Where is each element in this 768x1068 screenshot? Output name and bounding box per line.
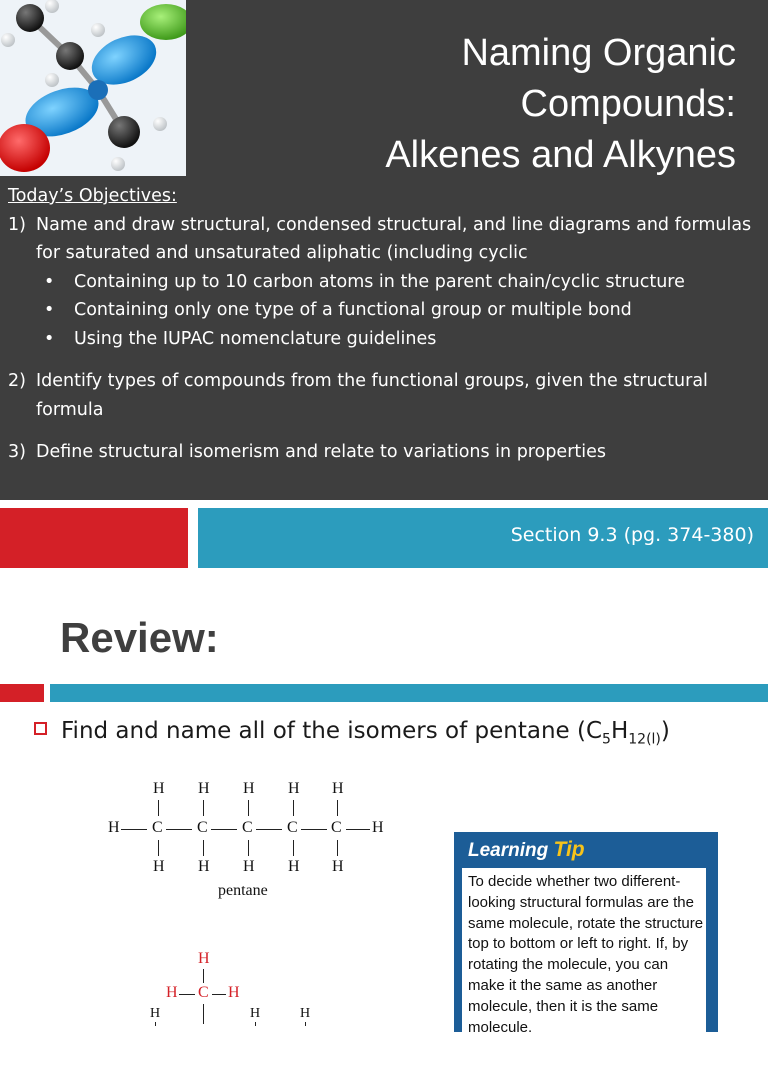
section-reference: Section 9.3 (pg. 374-380) — [510, 524, 754, 546]
objective-1-sublist — [8, 268, 760, 354]
slide-title — [216, 28, 736, 181]
bullet-icon: • — [44, 300, 55, 320]
atom-c: C — [287, 819, 298, 836]
task-item — [34, 718, 670, 748]
bullet-icon: • — [44, 271, 55, 292]
objectives-heading: Today’s Objectives: — [8, 186, 177, 206]
atom-c: C — [198, 984, 209, 1001]
pentane-structure — [108, 776, 398, 906]
sub-objective — [36, 296, 760, 325]
isomer-structure-partial — [148, 950, 328, 1024]
square-bullet-icon — [34, 722, 47, 735]
atom-c: C — [242, 819, 253, 836]
atom-h: H — [332, 780, 344, 797]
learning-tip-box — [454, 832, 718, 1036]
atom-h: H — [150, 1006, 161, 1021]
tip-word: Tip — [553, 838, 585, 861]
atom-h: H — [243, 780, 255, 797]
atom-h: H — [332, 858, 344, 875]
objective-text: Identify types of compounds from the functional groups, given the structural formula — [36, 371, 708, 420]
sub-objective — [36, 268, 760, 297]
accent-bar-blue — [50, 684, 768, 702]
atom-c: C — [331, 819, 342, 836]
objective-text: Name and draw structural, condensed structural, and line diagrams and formulas for saturated and unsaturated aliphatic (including cyclic — [36, 214, 752, 263]
sub-objective — [36, 325, 760, 354]
subscript-12: 12(l) — [628, 731, 661, 748]
atom-h: H — [288, 858, 300, 875]
objective-number: 1) — [8, 214, 26, 235]
task-h: H — [610, 718, 629, 744]
objective-2 — [8, 367, 760, 424]
atom-h: H — [228, 984, 240, 1001]
atom-h: H — [108, 819, 120, 836]
atom-c: C — [152, 819, 163, 836]
title-line-1: Naming Organic — [461, 32, 736, 74]
sub-objective-text: Using the IUPAC nomenclature guidelines — [74, 328, 437, 349]
objective-1 — [8, 211, 760, 268]
atom-h: H — [153, 780, 165, 797]
objectives-list — [8, 182, 760, 467]
accent-bar-red — [0, 684, 44, 702]
learning-tip-header — [468, 838, 585, 862]
sub-objective-text: Containing up to 10 carbon atoms in the parent chain/cyclic structure — [74, 271, 685, 292]
title-line-2: Compounds: — [520, 83, 736, 125]
atom-h: H — [198, 858, 210, 875]
atom-h: H — [288, 780, 300, 797]
pentane-label: pentane — [218, 882, 268, 899]
title-line-3: Alkenes and Alkynes — [385, 134, 736, 176]
atom-c: C — [197, 819, 208, 836]
objective-number: 3) — [8, 442, 26, 462]
atom-h: H — [198, 780, 210, 797]
task-text: Find and name all of the isomers of pentane (C — [61, 718, 603, 744]
atom-h: H — [153, 858, 165, 875]
objective-number: 2) — [8, 371, 26, 391]
atom-h: H — [198, 950, 210, 967]
atom-h: H — [250, 1006, 261, 1021]
subscript-5: 5 — [602, 731, 611, 748]
objective-3 — [8, 438, 760, 467]
accent-bar-red — [0, 508, 188, 568]
learning-tip-text: To decide whether two different-looking structural formulas are the same molecule, rotate the structure top to bottom or left to right. If, by rotating the molecule, you can make it the same as another molecule, then it is the same molecule. — [462, 868, 706, 1068]
atom-h: H — [243, 858, 255, 875]
molecule-model-image — [0, 0, 186, 176]
objective-text: Define structural isomerism and relate to variations in properties — [36, 442, 607, 462]
atom-h: H — [166, 984, 178, 1001]
review-title: Review: — [60, 614, 219, 661]
bullet-icon: • — [44, 328, 55, 349]
atom-h: H — [372, 819, 384, 836]
sub-objective-text: Containing only one type of a functional group or multiple bond — [74, 300, 632, 320]
task-close: ) — [660, 718, 670, 744]
atom-h: H — [300, 1006, 311, 1021]
learning-tip-label: Learning — [468, 840, 549, 861]
